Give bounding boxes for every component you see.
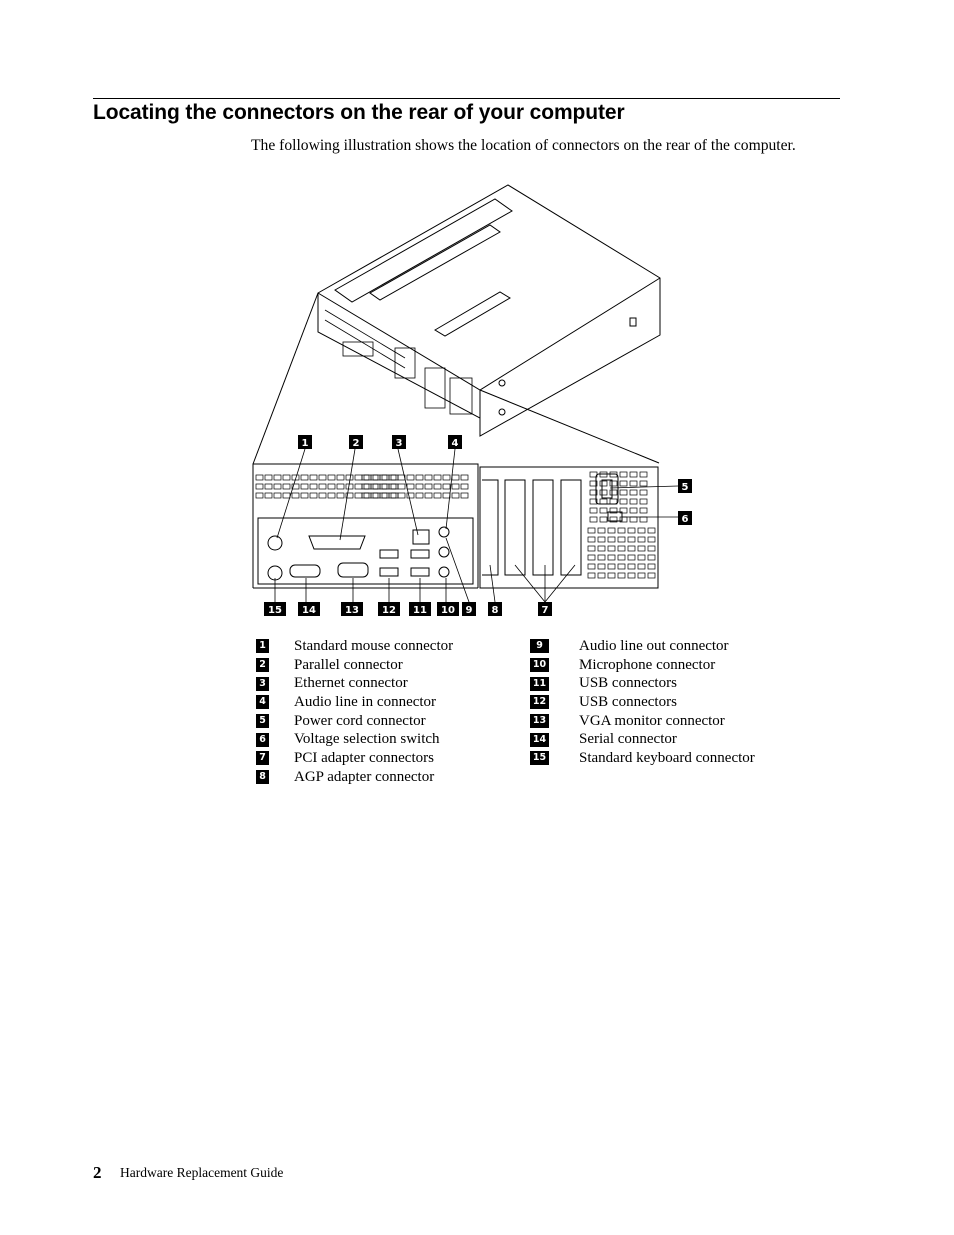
callout-11 — [409, 602, 431, 616]
svg-text:8: 8 — [491, 605, 499, 616]
legend-number: 2 — [256, 658, 269, 672]
legend-number: 9 — [530, 639, 549, 653]
legend-right — [530, 637, 755, 768]
legend-label: VGA monitor connector — [579, 712, 725, 729]
legend-item — [256, 730, 440, 749]
callout-3 — [392, 435, 406, 449]
svg-text:11: 11 — [413, 605, 427, 616]
legend-item — [530, 637, 729, 656]
svg-text:2: 2 — [352, 438, 360, 449]
svg-text:3: 3 — [395, 438, 403, 449]
legend-number: 7 — [256, 751, 269, 765]
legend-item — [256, 712, 426, 731]
legend-label: Audio line out connector — [579, 637, 729, 654]
legend-item — [530, 749, 755, 768]
computer-body-drawing — [318, 185, 660, 436]
callout-13 — [341, 602, 363, 616]
legend-label: USB connectors — [579, 675, 677, 692]
legend-label: PCI adapter connectors — [294, 749, 434, 766]
projection-line-right — [480, 390, 659, 463]
legend-number: 11 — [530, 677, 549, 691]
legend-label: Standard mouse connector — [294, 637, 454, 654]
callout-2 — [349, 435, 363, 449]
legend-item — [256, 637, 454, 656]
legend-number: 5 — [256, 714, 269, 728]
callout-leader-lines — [275, 449, 678, 602]
legend-item — [530, 693, 677, 712]
legend-number: 3 — [256, 677, 269, 691]
legend-number: 6 — [256, 733, 269, 747]
legend-label: Power cord connector — [294, 712, 426, 729]
callout-9 — [462, 602, 476, 616]
legend-label: Microphone connector — [579, 656, 716, 673]
page-number: 2 — [93, 1163, 102, 1182]
callout-7 — [538, 602, 552, 616]
legend-item — [256, 656, 403, 675]
legend-item — [530, 730, 677, 749]
legend-number: 10 — [530, 658, 549, 672]
legend-item — [256, 749, 434, 768]
svg-text:10: 10 — [441, 605, 455, 616]
callout-15 — [264, 602, 286, 616]
legend-label: Audio line in connector — [294, 693, 437, 710]
rear-panel-drawing — [253, 464, 658, 588]
legend-item — [530, 656, 716, 675]
callout-10 — [437, 602, 459, 616]
legend-label: Standard keyboard connector — [579, 749, 755, 766]
legend-label: Ethernet connector — [294, 675, 408, 692]
svg-text:1: 1 — [301, 438, 309, 449]
legend-number: 12 — [530, 695, 549, 709]
callout-4 — [448, 435, 462, 449]
legend-label: Parallel connector — [294, 656, 403, 673]
callout-5 — [678, 479, 692, 493]
legend-number: 8 — [256, 770, 269, 784]
svg-text:9: 9 — [465, 605, 473, 616]
legend-item — [530, 712, 725, 731]
callout-6 — [678, 511, 692, 525]
svg-text:12: 12 — [382, 605, 396, 616]
svg-text:7: 7 — [541, 605, 549, 616]
section-heading: Locating the connectors on the rear of your computer — [93, 101, 625, 124]
legend-label: USB connectors — [579, 693, 677, 710]
intro-paragraph: The following illustration shows the location of connectors on the rear of the computer. — [251, 137, 796, 154]
legend-item — [256, 693, 437, 712]
rear-connectors-illustration — [250, 180, 710, 620]
svg-text:6: 6 — [681, 514, 689, 525]
svg-text:13: 13 — [345, 605, 359, 616]
legend-number: 15 — [530, 751, 549, 765]
legend-item — [530, 674, 677, 693]
svg-text:4: 4 — [451, 438, 459, 449]
legend-number: 13 — [530, 714, 549, 728]
legend-number: 4 — [256, 695, 269, 709]
callout-1 — [298, 435, 312, 449]
legend-number: 14 — [530, 733, 549, 747]
legend-item — [256, 768, 435, 787]
svg-text:14: 14 — [302, 605, 316, 616]
callout-8 — [488, 602, 502, 616]
svg-text:15: 15 — [268, 605, 282, 616]
legend-label: Voltage selection switch — [294, 731, 440, 748]
callout-14 — [298, 602, 320, 616]
footer-title: Hardware Replacement Guide — [120, 1165, 284, 1180]
legend-number: 1 — [256, 639, 269, 653]
callout-12 — [378, 602, 400, 616]
legend-item — [256, 674, 408, 693]
svg-text:5: 5 — [681, 482, 689, 493]
legend-label: Serial connector — [579, 731, 677, 748]
heading-rule — [93, 98, 840, 99]
legend-label: AGP adapter connector — [294, 768, 435, 785]
legend-left — [256, 637, 454, 787]
